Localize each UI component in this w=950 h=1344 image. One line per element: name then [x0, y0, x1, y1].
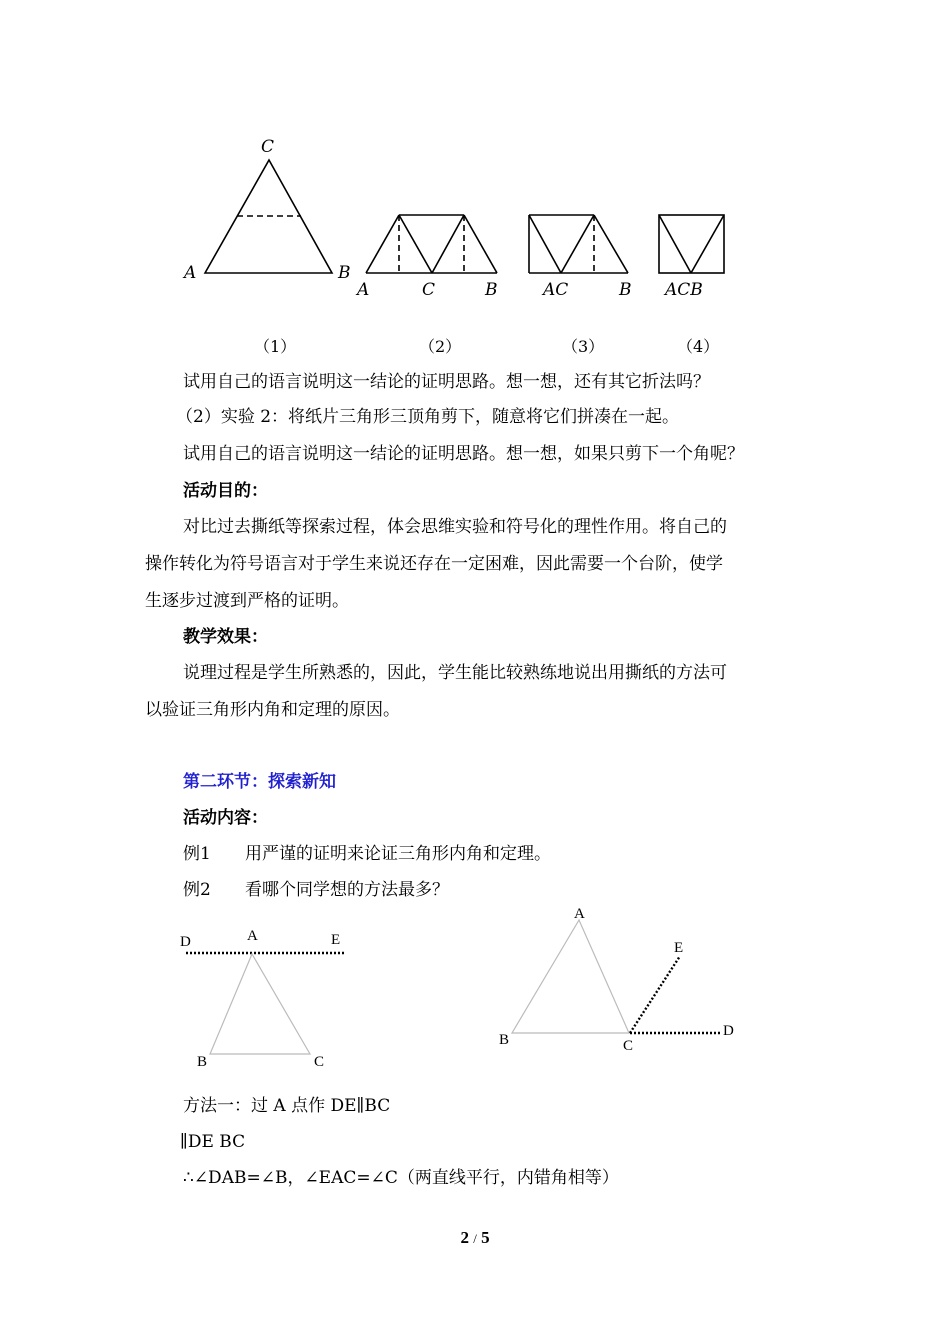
figure-exterior-angle — [490, 900, 750, 1060]
paragraph-fold-question: 试用自己的语言说明这一结论的证明思路。想一想，还有其它折法吗？ — [183, 372, 710, 392]
heading-activity-purpose: 活动目的： — [183, 481, 268, 501]
triangle-abc-right — [512, 920, 629, 1033]
fig2-label-c: C — [422, 280, 436, 300]
purpose-line-1: 对比过去撕纸等探索过程，体会思维实验和符号化的理性作用。将自己的 — [183, 517, 727, 537]
paper-folding-figures — [170, 120, 770, 320]
effect-line-1: 说理过程是学生所熟悉的，因此，学生能比较熟练地说出用撕纸的方法可 — [183, 663, 727, 683]
purpose-line-2: 操作转化为符号语言对于学生来说还存在一定困难，因此需要一个台阶，使学 — [145, 554, 723, 574]
example-2-label: 例2 — [183, 880, 211, 900]
heading-teaching-effect: 教学效果： — [183, 627, 268, 647]
fig3-label-b: B — [619, 280, 632, 300]
fig3-label-ac: AC — [543, 280, 569, 300]
current-page: 2 — [460, 1228, 469, 1247]
example-1-text: 用严谨的证明来论证三角形内角和定理。 — [245, 844, 551, 864]
figure-4-rectangle — [659, 215, 724, 273]
page-number — [0, 1228, 950, 1248]
label-d: D — [180, 934, 191, 950]
caption-2: （2） — [419, 337, 462, 356]
label-b-right: B — [499, 1032, 510, 1048]
example-2-text: 看哪个同学想的方法最多？ — [245, 880, 449, 900]
paragraph-cut-question: 试用自己的语言说明这一结论的证明思路。想一想，如果只剪下一个角呢？ — [183, 444, 744, 464]
fig2-label-b: B — [485, 280, 498, 300]
figure-3-folded — [529, 215, 628, 273]
label-a: A — [247, 928, 258, 944]
fig4-label-acb: ACB — [665, 280, 703, 300]
label-d-right: D — [723, 1023, 734, 1039]
fig1-label-b: B — [338, 263, 351, 283]
figure-2-folded — [366, 215, 497, 273]
parallel-statement: ∥DE BC — [180, 1132, 246, 1152]
method-one: 方法一：过 A 点作 DE∥BC — [183, 1096, 391, 1116]
fig1-label-c: C — [261, 137, 275, 157]
paragraph-experiment-2: （2）实验 2：将纸片三角形三顶角剪下，随意将它们拼凑在一起。 — [176, 407, 680, 427]
label-a-right: A — [574, 906, 585, 922]
purpose-line-3: 生逐步过渡到严格的证明。 — [145, 591, 349, 611]
figure-parallel-through-a — [170, 920, 370, 1080]
figure-1-triangle — [205, 160, 332, 273]
label-b: B — [197, 1054, 208, 1070]
total-pages: 5 — [481, 1228, 490, 1247]
ray-ce-dotted — [630, 956, 680, 1033]
angle-equality-statement: ∴∠DAB=∠B，∠EAC=∠C（两直线平行，内错角相等） — [183, 1168, 619, 1188]
triangle-abc-left — [210, 954, 310, 1054]
caption-3: （3） — [562, 337, 605, 356]
label-c-right: C — [623, 1038, 634, 1054]
fig1-label-a: A — [184, 263, 197, 283]
caption-1: （1） — [254, 337, 297, 356]
example-1-label: 例1 — [183, 844, 211, 864]
label-e: E — [331, 932, 341, 948]
page-separator: / — [473, 1231, 477, 1246]
fig2-label-a: A — [357, 280, 370, 300]
section-heading-explore: 第二环节：探索新知 — [183, 772, 336, 792]
caption-4: （4） — [677, 337, 720, 356]
label-e-right: E — [674, 940, 684, 956]
effect-line-2: 以验证三角形内角和定理的原因。 — [145, 700, 400, 720]
heading-activity-content: 活动内容： — [183, 808, 268, 828]
label-c: C — [314, 1054, 325, 1070]
